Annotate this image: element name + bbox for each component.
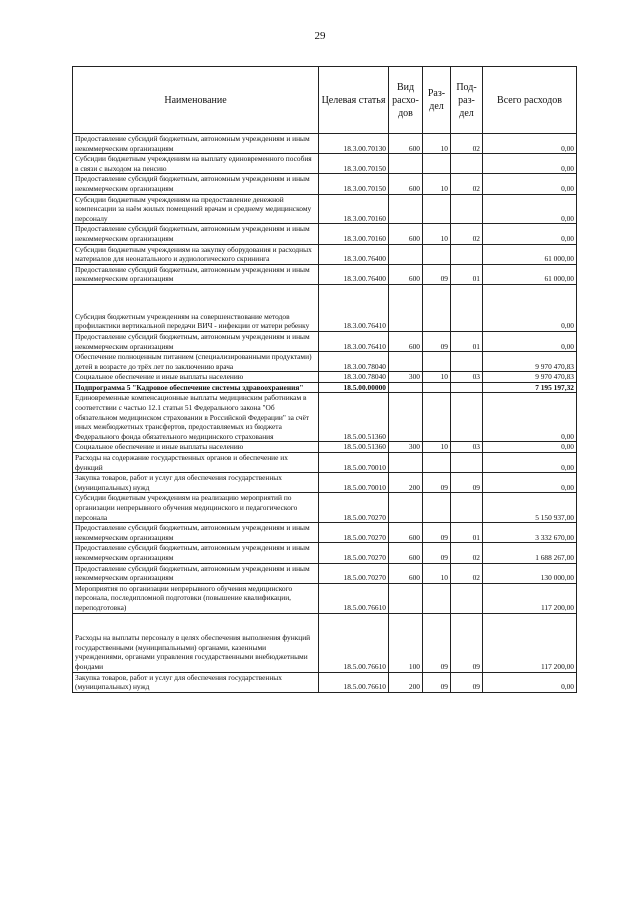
row-subsection: 03 — [451, 372, 483, 383]
header-expense-type: Вид расхо-дов — [389, 67, 423, 134]
table-row — [73, 493, 577, 523]
row-total: 9 970 470,83 — [483, 352, 577, 372]
row-name: Предоставление субсидий бюджетным, автономным учреждениям и иным некоммерческим организациям — [73, 134, 319, 154]
row-target-article: 18.3.00.76410 — [319, 331, 389, 351]
row-expense-type — [389, 583, 423, 613]
row-name: Субсидии бюджетным учреждениям на выплату единовременного пособия в связи с выходом на пенсию — [73, 154, 319, 174]
row-total: 0,00 — [483, 331, 577, 351]
row-subsection — [451, 393, 483, 442]
row-subsection — [451, 583, 483, 613]
row-total: 0,00 — [483, 224, 577, 244]
row-subsection — [451, 382, 483, 393]
row-total: 0,00 — [483, 393, 577, 442]
table-row — [73, 453, 577, 473]
row-name: Субсидии бюджетным учреждениям на предоставление денежной компенсации за наём жилых помещений врачам и среднему медицинскому персоналу — [73, 194, 319, 224]
row-subsection — [451, 284, 483, 331]
row-name: Субсидии бюджетным учреждениям на закупку оборудования и расходных материалов для неонатального и аудиологического скрининга — [73, 244, 319, 264]
row-target-article: 18.3.00.78040 — [319, 372, 389, 383]
row-target-article: 18.5.00.70010 — [319, 473, 389, 493]
row-target-article: 18.3.00.70160 — [319, 224, 389, 244]
table-row — [73, 224, 577, 244]
row-section: 09 — [423, 331, 451, 351]
row-name: Закупка товаров, работ и услуг для обеспечения государственных (муниципальных) нужд — [73, 672, 319, 692]
table-row — [73, 672, 577, 692]
row-section: 09 — [423, 523, 451, 543]
row-target-article: 18.5.00.76610 — [319, 583, 389, 613]
row-expense-type: 200 — [389, 473, 423, 493]
row-section — [423, 154, 451, 174]
row-section: 10 — [423, 442, 451, 453]
row-section — [423, 382, 451, 393]
row-subsection: 01 — [451, 331, 483, 351]
header-total: Всего расходов — [483, 67, 577, 134]
row-total: 0,00 — [483, 154, 577, 174]
table-row — [73, 134, 577, 154]
row-expense-type: 300 — [389, 442, 423, 453]
row-total: 0,00 — [483, 473, 577, 493]
row-name: Предоставление субсидий бюджетным, автономным учреждениям и иным некоммерческим организациям — [73, 264, 319, 284]
table-row — [73, 563, 577, 583]
row-target-article: 18.5.00.00000 — [319, 382, 389, 393]
table-row — [73, 372, 577, 383]
row-target-article: 18.5.00.70010 — [319, 453, 389, 473]
row-expense-type — [389, 493, 423, 523]
row-subsection — [451, 352, 483, 372]
row-subsection — [451, 493, 483, 523]
table-row — [73, 174, 577, 194]
row-target-article: 18.3.00.76410 — [319, 284, 389, 331]
row-section — [423, 284, 451, 331]
table-row — [73, 154, 577, 174]
table-body — [73, 134, 577, 693]
row-section: 10 — [423, 224, 451, 244]
row-section — [423, 244, 451, 264]
row-expense-type: 300 — [389, 372, 423, 383]
row-name: Субсидия бюджетным учреждениям на совершенствование методов профилактики вертикальной передачи ВИЧ - инфекции от матери ребенку — [73, 284, 319, 331]
row-subsection: 02 — [451, 563, 483, 583]
row-name: Социальное обеспечение и иные выплаты населению — [73, 442, 319, 453]
row-total: 5 150 937,00 — [483, 493, 577, 523]
row-subsection: 01 — [451, 264, 483, 284]
row-subsection: 02 — [451, 174, 483, 194]
table-row — [73, 473, 577, 493]
row-subsection — [451, 154, 483, 174]
table-row — [73, 194, 577, 224]
row-section: 09 — [423, 672, 451, 692]
row-total: 61 000,00 — [483, 244, 577, 264]
row-subsection — [451, 194, 483, 224]
row-total: 1 688 267,00 — [483, 543, 577, 563]
table-row — [73, 284, 577, 331]
row-expense-type — [389, 194, 423, 224]
row-target-article: 18.3.00.78040 — [319, 352, 389, 372]
header-section: Раз-дел — [423, 67, 451, 134]
row-total: 117 200,00 — [483, 583, 577, 613]
table-row — [73, 543, 577, 563]
row-target-article: 18.5.00.76610 — [319, 672, 389, 692]
row-section: 09 — [423, 613, 451, 672]
row-subsection — [451, 453, 483, 473]
row-target-article: 18.3.00.70150 — [319, 154, 389, 174]
header-subsection: Под-раз-дел — [451, 67, 483, 134]
row-name: Предоставление субсидий бюджетным, автономным учреждениям и иным некоммерческим организациям — [73, 331, 319, 351]
row-expense-type — [389, 352, 423, 372]
row-target-article: 18.5.00.70270 — [319, 493, 389, 523]
row-total: 0,00 — [483, 453, 577, 473]
row-target-article: 18.3.00.70130 — [319, 134, 389, 154]
row-subsection: 09 — [451, 613, 483, 672]
row-name: Предоставление субсидий бюджетным, автономным учреждениям и иным некоммерческим организациям — [73, 523, 319, 543]
row-name: Предоставление субсидий бюджетным, автономным учреждениям и иным некоммерческим организациям — [73, 563, 319, 583]
row-expense-type: 200 — [389, 672, 423, 692]
row-expense-type — [389, 382, 423, 393]
row-total: 3 332 670,00 — [483, 523, 577, 543]
row-name: Закупка товаров, работ и услуг для обеспечения государственных (муниципальных) нужд — [73, 473, 319, 493]
row-name: Обеспечение полноценным питанием (специализированными продуктами) детей в возрасте до трёх лет по заключению врача — [73, 352, 319, 372]
row-section — [423, 352, 451, 372]
row-name: Предоставление субсидий бюджетным, автономным учреждениям и иным некоммерческим организациям — [73, 174, 319, 194]
row-total: 0,00 — [483, 194, 577, 224]
row-target-article: 18.5.00.76610 — [319, 613, 389, 672]
row-subsection: 02 — [451, 543, 483, 563]
row-section: 10 — [423, 372, 451, 383]
row-total: 117 200,00 — [483, 613, 577, 672]
row-expense-type: 600 — [389, 174, 423, 194]
table-row — [73, 352, 577, 372]
row-name: Расходы на содержание государственных органов и обеспечение их функций — [73, 453, 319, 473]
row-total: 0,00 — [483, 134, 577, 154]
row-total: 7 195 197,32 — [483, 382, 577, 393]
row-expense-type — [389, 284, 423, 331]
row-expense-type: 600 — [389, 264, 423, 284]
row-section — [423, 493, 451, 523]
row-expense-type: 100 — [389, 613, 423, 672]
row-target-article: 18.3.00.76400 — [319, 264, 389, 284]
row-total: 9 970 470,83 — [483, 372, 577, 383]
row-expense-type: 600 — [389, 224, 423, 244]
row-target-article: 18.5.00.51360 — [319, 393, 389, 442]
row-expense-type: 600 — [389, 523, 423, 543]
row-target-article: 18.5.00.70270 — [319, 543, 389, 563]
row-expense-type: 600 — [389, 134, 423, 154]
row-total: 0,00 — [483, 174, 577, 194]
row-total: 0,00 — [483, 672, 577, 692]
row-section: 09 — [423, 473, 451, 493]
row-expense-type — [389, 393, 423, 442]
row-section: 10 — [423, 134, 451, 154]
row-name: Расходы на выплаты персоналу в целях обеспечения выполнения функций государственными (муниципальными) органами, казенными учреждениями, органами управления государственными внебюджетными фондами — [73, 613, 319, 672]
table-row — [73, 244, 577, 264]
page-number: 29 — [314, 30, 326, 42]
row-name: Подпрограмма 5 "Кадровое обеспечение системы здравоохранения" — [73, 382, 319, 393]
row-expense-type — [389, 154, 423, 174]
row-name: Субсидии бюджетным учреждениям на реализацию мероприятий по организации непрерывного обучения медицинского и педагогического персонала — [73, 493, 319, 523]
table-header-row — [73, 67, 577, 134]
row-name: Мероприятия по организации непрерывного обучения медицинского персонала, последипломной подготовки (повышение квалификации, переподготовка) — [73, 583, 319, 613]
table-row — [73, 382, 577, 393]
row-name: Социальное обеспечение и иные выплаты населению — [73, 372, 319, 383]
row-target-article: 18.5.00.70270 — [319, 523, 389, 543]
row-target-article: 18.3.00.76400 — [319, 244, 389, 264]
table-row — [73, 393, 577, 442]
row-expense-type — [389, 453, 423, 473]
row-section — [423, 453, 451, 473]
row-expense-type: 600 — [389, 331, 423, 351]
row-subsection: 09 — [451, 672, 483, 692]
row-subsection: 02 — [451, 224, 483, 244]
table-row — [73, 613, 577, 672]
row-total: 130 000,00 — [483, 563, 577, 583]
row-section: 10 — [423, 563, 451, 583]
row-section: 09 — [423, 543, 451, 563]
row-section: 10 — [423, 174, 451, 194]
row-name: Единовременные компенсационные выплаты медицинским работникам в соответствии с частью 12.1 статьи 51 Федерального закона "Об обязательном медицинском страховании в Российской Федерации" за счёт иных межбюджетных трансфертов, предоставляемых из бюджета Федерального фонда обязательного медицинского страхования — [73, 393, 319, 442]
row-section — [423, 393, 451, 442]
table-row — [73, 264, 577, 284]
row-target-article: 18.3.00.70160 — [319, 194, 389, 224]
row-total: 61 000,00 — [483, 264, 577, 284]
row-section — [423, 194, 451, 224]
row-section — [423, 583, 451, 613]
row-subsection — [451, 244, 483, 264]
budget-table — [72, 66, 577, 693]
row-total: 0,00 — [483, 442, 577, 453]
row-expense-type: 600 — [389, 543, 423, 563]
row-subsection: 03 — [451, 442, 483, 453]
row-subsection: 02 — [451, 134, 483, 154]
row-expense-type — [389, 244, 423, 264]
row-target-article: 18.5.00.70270 — [319, 563, 389, 583]
table-row — [73, 583, 577, 613]
row-expense-type: 600 — [389, 563, 423, 583]
row-section: 09 — [423, 264, 451, 284]
row-total: 0,00 — [483, 284, 577, 331]
row-subsection: 09 — [451, 473, 483, 493]
row-target-article: 18.5.00.51360 — [319, 442, 389, 453]
table-row — [73, 523, 577, 543]
row-subsection: 01 — [451, 523, 483, 543]
row-name: Предоставление субсидий бюджетным, автономным учреждениям и иным некоммерческим организациям — [73, 543, 319, 563]
table-row — [73, 442, 577, 453]
row-target-article: 18.3.00.70150 — [319, 174, 389, 194]
table-row — [73, 331, 577, 351]
header-name: Наименование — [73, 67, 319, 134]
header-target-article: Целевая статья — [319, 67, 389, 134]
row-name: Предоставление субсидий бюджетным, автономным учреждениям и иным некоммерческим организациям — [73, 224, 319, 244]
